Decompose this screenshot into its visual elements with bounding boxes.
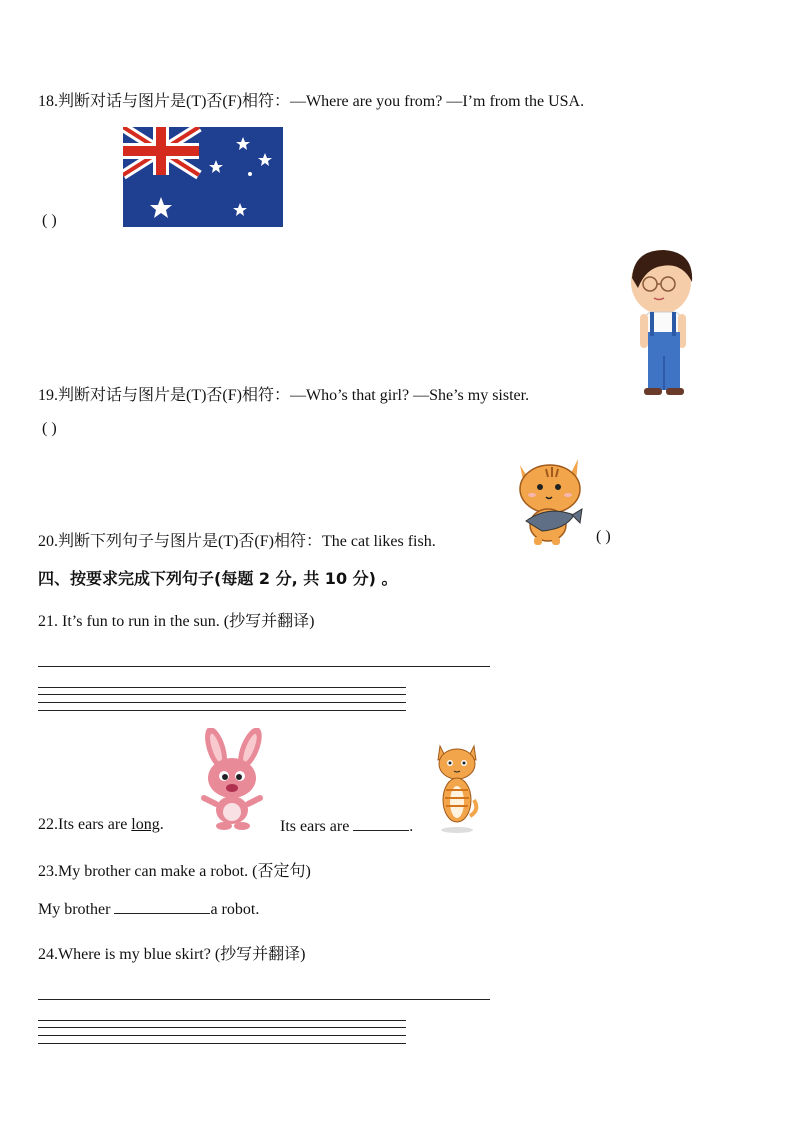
section-4-title: 四、按要求完成下列句子(每题 2 分, 共 10 分) 。: [38, 569, 398, 588]
q19-answer-paren[interactable]: ( ): [42, 420, 57, 437]
australia-flag-image: [123, 127, 283, 232]
q22-blank[interactable]: [353, 816, 409, 831]
q24-writing-line-4[interactable]: [38, 1043, 406, 1044]
q20-answer-paren[interactable]: ( ): [596, 528, 611, 545]
q22-suffix: .: [159, 816, 164, 833]
q23-answer-prefix: My brother: [38, 901, 111, 918]
q24-copy-line[interactable]: [38, 999, 490, 1000]
q23-text: 23.My brother can make a robot. (否定句): [38, 863, 311, 880]
q20-text: 20.判断下列句子与图片是(T)否(F)相符：The cat likes fish.: [38, 533, 436, 550]
q18-text: 18.判断对话与图片是(T)否(F)相符：—Where are you from? —I’m from the USA.: [38, 93, 585, 110]
q24-text: 24.Where is my blue skirt? (抄写并翻译): [38, 946, 306, 963]
q22-prefix: 22.Its ears are: [38, 816, 132, 833]
q18-answer-paren[interactable]: ( ): [42, 212, 57, 229]
q21-text: 21. It’s fun to run in the sun. (抄写并翻译): [38, 613, 315, 630]
q23-blank[interactable]: [114, 899, 210, 914]
q22-line: [38, 816, 164, 834]
q22-underlined-word: long: [131, 816, 160, 833]
boy-image: [628, 248, 700, 403]
q23-answer-line: [38, 899, 259, 919]
orange-cat-image: [434, 742, 480, 839]
q21-writing-line-4[interactable]: [38, 710, 406, 711]
q21-writing-line-2[interactable]: [38, 694, 406, 695]
q22-second-sentence: Its ears are: [280, 818, 350, 835]
q21-writing-line-1[interactable]: [38, 687, 406, 688]
q22-answer-line: [280, 816, 413, 836]
rabbit-image: [192, 728, 274, 837]
q19-text: 19.判断对话与图片是(T)否(F)相符：—Who’s that girl? —She’s my sister.: [38, 387, 530, 404]
q24-writing-line-2[interactable]: [38, 1027, 406, 1028]
q21-copy-line[interactable]: [38, 666, 490, 667]
q23-answer-suffix: a robot.: [210, 901, 260, 918]
q24-writing-line-1[interactable]: [38, 1020, 406, 1021]
q24-writing-line-3[interactable]: [38, 1035, 406, 1036]
cat-with-fish-image: [512, 455, 588, 552]
q22-end: .: [409, 818, 414, 835]
q21-writing-line-3[interactable]: [38, 702, 406, 703]
